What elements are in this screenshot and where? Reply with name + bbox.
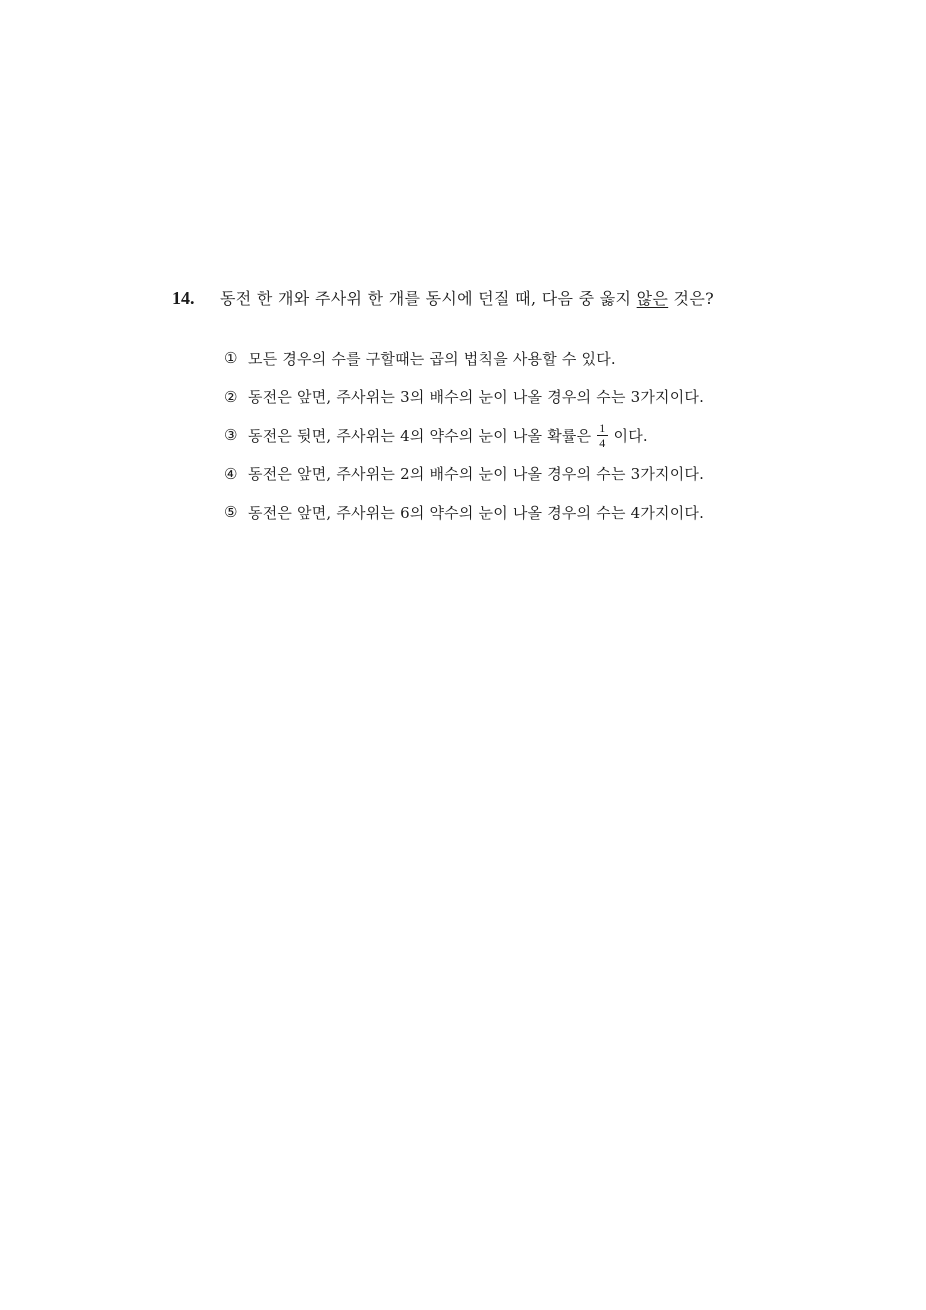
choice-marker: ③ [224, 426, 238, 445]
question-text [220, 285, 714, 313]
question-header [172, 284, 872, 313]
choice-2 [224, 378, 872, 417]
question-text-underlined: 않은 [636, 289, 669, 308]
choice-text: 동전은 앞면, 주사위는 2의 배수의 눈이 나올 경우의 수는 3가지이다. [248, 465, 705, 484]
fraction-numerator: 1 [599, 420, 606, 435]
choice-1 [224, 339, 872, 378]
question-text-after: 것은? [668, 289, 714, 308]
choice-list [224, 339, 872, 532]
choice-4 [224, 455, 872, 494]
choice-marker: ① [224, 349, 238, 368]
choice-3 [224, 416, 872, 455]
choice-text: 모든 경우의 수를 구할때는 곱의 법칙을 사용할 수 있다. [248, 349, 616, 368]
choice-text: 동전은 앞면, 주사위는 6의 약수의 눈이 나올 경우의 수는 4가지이다. [248, 503, 705, 522]
fraction [597, 421, 607, 450]
choice-text-after: 이다. [613, 426, 648, 445]
choice-text-before: 동전은 뒷면, 주사위는 4의 약수의 눈이 나올 확률은 [248, 426, 592, 445]
choice-5 [224, 493, 872, 532]
choice-text: 동전은 앞면, 주사위는 3의 배수의 눈이 나올 경우의 수는 3가지이다. [248, 388, 705, 407]
choice-marker: ④ [224, 464, 238, 483]
question-text-before: 동전 한 개와 주사위 한 개를 동시에 던질 때, 다음 중 옳지 [220, 289, 637, 308]
choice-marker: ② [224, 387, 238, 406]
fraction-denominator: 4 [599, 435, 606, 450]
choice-marker: ⑤ [224, 503, 238, 522]
question-block [172, 284, 872, 532]
question-number: 14. [172, 288, 195, 308]
